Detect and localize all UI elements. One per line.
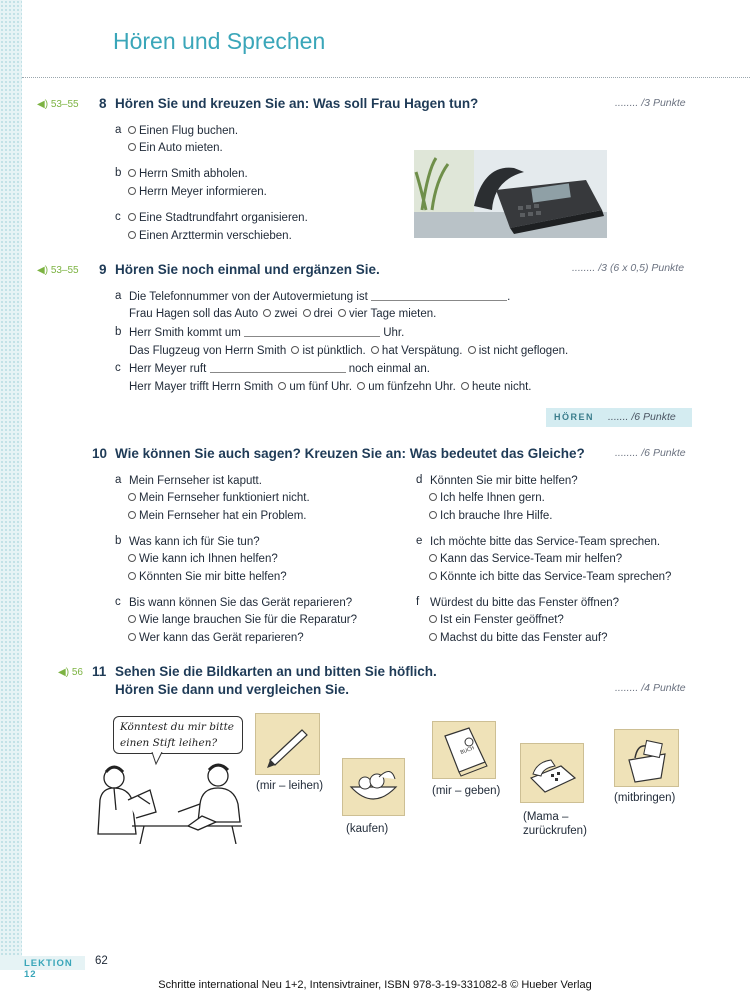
page-title: Hören und Sprechen [113, 28, 326, 54]
item-letter: a [115, 474, 122, 486]
option-text: Einen Arzttermin verschieben. [139, 230, 292, 242]
question-text: Bis wann können Sie das Gerät reparieren? [129, 597, 353, 609]
option-text: Wer kann das Gerät reparieren? [139, 632, 304, 644]
option[interactable] [126, 631, 304, 645]
option-text: Einen Flug buchen. [139, 125, 239, 137]
points-field[interactable] [615, 682, 686, 694]
radio-circle[interactable] [128, 554, 136, 562]
option-text: Eine Stadtrundfahrt organisieren. [139, 212, 308, 224]
sentence: Die Telefonnummer von der Autovermietung ist . [129, 291, 511, 303]
radio-circle[interactable] [371, 346, 379, 354]
picture-card-basket[interactable] [614, 729, 679, 787]
speaker-icon: ◀) [37, 99, 49, 110]
card-caption-line: zurückrufen) [523, 825, 587, 837]
radio-circle[interactable] [128, 511, 136, 519]
sentence [129, 362, 430, 376]
telephone-photo [414, 150, 607, 238]
book-icon [433, 722, 495, 778]
points-field[interactable] [615, 447, 686, 459]
audio-track-ex11[interactable] [58, 667, 83, 678]
telephone-icon [521, 744, 583, 802]
option-text: Ist ein Fenster geöffnet? [440, 614, 564, 626]
sentence [129, 326, 404, 340]
radio-circle[interactable] [468, 346, 476, 354]
points-field[interactable] [572, 262, 684, 274]
publisher-footer: Schritte international Neu 1+2, Intensivtrainer, ISBN 978-3-19-331082-8 © Hueber Verlag [158, 979, 592, 991]
picture-card-book[interactable] [432, 721, 496, 779]
points-blank: ........ [615, 682, 642, 694]
score-points[interactable]: ....... /6 Punkte [608, 411, 676, 423]
radio-circle[interactable] [128, 231, 136, 239]
option-text: Könnten Sie mir bitte helfen? [139, 571, 287, 583]
exercise-title: Hören Sie noch einmal und ergänzen Sie. [115, 262, 380, 277]
item-letter: b [115, 535, 122, 547]
points-label: /3 (6 x 0,5) Punkte [598, 262, 685, 274]
exercise-title: Hören Sie und kreuzen Sie an: Was soll Frau Hagen tun? [115, 96, 479, 111]
option[interactable] [126, 613, 357, 627]
exercise-title [115, 663, 437, 699]
option-text: Kann das Service-Team mir helfen? [440, 553, 623, 565]
sentence-text: Herr Mayer trifft Herrn Smith [129, 381, 274, 393]
question-text: Könnten Sie mir bitte helfen? [430, 475, 578, 487]
radio-circle[interactable] [461, 382, 469, 390]
option[interactable] [126, 552, 278, 566]
points-label: /4 Punkte [641, 682, 686, 694]
option-text: um fünf Uhr. [289, 381, 353, 393]
question-text: Ich möchte bitte das Service-Team sprechen. [430, 536, 661, 548]
exercise-title-line: Hören Sie dann und vergleichen Sie. [115, 682, 350, 697]
card-caption: (mir – leihen) [256, 780, 324, 792]
exercise-number: 9 [99, 262, 107, 277]
basket-icon [615, 730, 678, 786]
left-dotted-band [0, 0, 22, 960]
fruit-bowl-icon [343, 759, 404, 815]
option-text: Mein Fernseher hat ein Problem. [139, 510, 307, 522]
picture-card-telephone[interactable] [520, 743, 584, 803]
exercise-title-line: Sehen Sie die Bildkarten an und bitten Sie höflich. [115, 664, 437, 679]
option[interactable] [427, 613, 564, 627]
option[interactable] [126, 141, 223, 155]
option-text: ist nicht geflogen. [478, 345, 569, 357]
question-text: Was kann ich für Sie tun? [129, 536, 260, 548]
card-caption-line: (Mama – [523, 811, 569, 823]
radio-circle[interactable] [338, 309, 346, 317]
points-field[interactable] [615, 97, 686, 109]
points-blank: ........ [615, 447, 642, 459]
speaker-icon: ◀) [58, 667, 70, 678]
card-caption [523, 810, 587, 838]
radio-circle[interactable] [278, 382, 286, 390]
item-letter: a [115, 290, 122, 302]
item-letter: c [115, 362, 121, 374]
option-text: Wie kann ich Ihnen helfen? [139, 553, 278, 565]
radio-circle[interactable] [357, 382, 365, 390]
radio-circle[interactable] [291, 346, 299, 354]
item-letter: b [115, 326, 122, 338]
item-letter: e [416, 535, 423, 547]
option-text: Machst du bitte das Fenster auf? [440, 632, 608, 644]
picture-card-fruit-bowl[interactable] [342, 758, 405, 816]
item-letter: c [115, 211, 121, 223]
option[interactable] [126, 491, 310, 505]
book-cover-label: BUCH [459, 745, 476, 756]
option[interactable] [126, 185, 267, 199]
speaker-icon: ◀) [37, 265, 49, 276]
radio-circle[interactable] [128, 126, 136, 134]
sentence-text: Die Telefonnummer von der Autovermietung ist [129, 291, 368, 303]
option-text: drei [313, 308, 333, 320]
item-letter: c [115, 596, 121, 608]
sentence [129, 380, 532, 394]
question-text: Würdest du bitte das Fenster öffnen? [430, 597, 620, 609]
radio-circle[interactable] [128, 213, 136, 221]
option-text: um fünfzehn Uhr. [368, 381, 456, 393]
option-text: zwei [274, 308, 298, 320]
option-text: Wie lange brauchen Sie für die Reparatur? [139, 614, 357, 626]
option[interactable] [427, 631, 607, 645]
page-number: 62 [95, 955, 108, 967]
bubble-line: einen Stift leihen? [120, 737, 218, 749]
card-caption: (kaufen) [346, 823, 389, 835]
score-label: HÖREN [554, 412, 595, 422]
option[interactable] [126, 211, 308, 225]
audio-track-ex8[interactable] [37, 99, 79, 110]
option[interactable] [126, 229, 292, 243]
card-caption: (mir – geben) [432, 785, 501, 797]
option-text: ist pünktlich. [302, 345, 366, 357]
sentence-text: Frau Hagen soll das Auto [129, 308, 259, 320]
pen-icon [256, 714, 319, 774]
points-blank: ........ [572, 262, 599, 274]
option-text: Herrn Smith abholen. [139, 168, 248, 180]
points-label: /6 Punkte [641, 447, 686, 459]
radio-circle[interactable] [128, 187, 136, 195]
sentence-text: Das Flugzeug von Herrn Smith [129, 345, 287, 357]
points-label: /3 Punkte [641, 97, 686, 109]
radio-circle[interactable] [128, 169, 136, 177]
audio-track-label: 56 [71, 667, 83, 678]
radio-circle[interactable] [429, 572, 437, 580]
radio-circle[interactable] [128, 572, 136, 580]
radio-circle[interactable] [303, 309, 311, 317]
option-text: Könnte ich bitte das Service-Team sprechen? [440, 571, 672, 583]
option[interactable] [427, 491, 545, 505]
radio-circle[interactable] [429, 493, 437, 501]
two-people-illustration [92, 760, 252, 844]
option[interactable] [427, 570, 671, 584]
speech-bubble [113, 716, 243, 754]
item-letter: b [115, 167, 122, 179]
exercise-title: Wie können Sie auch sagen? Kreuzen Sie an: Was bedeutet das Gleiche? [115, 446, 585, 461]
title-divider [22, 77, 750, 78]
radio-circle[interactable] [128, 615, 136, 623]
option-text: Ich brauche Ihre Hilfe. [440, 510, 553, 522]
picture-card-pen[interactable] [255, 713, 320, 775]
radio-circle[interactable] [429, 615, 437, 623]
option-text: hat Verspätung. [381, 345, 463, 357]
sentence-text: Tage mieten. [370, 308, 437, 320]
option-text: vier [348, 308, 368, 320]
audio-track-ex9[interactable] [37, 265, 79, 276]
answer-blank[interactable] [210, 363, 346, 373]
hoeren-score-bar [546, 408, 692, 427]
option-text: Ein Auto mieten. [139, 142, 223, 154]
sentence-text: Uhr. [383, 327, 405, 339]
sentence-text: Herr Smith kommt um [129, 327, 241, 339]
option[interactable] [126, 167, 248, 181]
lesson-tag [0, 956, 85, 980]
radio-circle[interactable] [429, 554, 437, 562]
option-text: Mein Fernseher funktioniert nicht. [139, 492, 310, 504]
sentence [129, 307, 436, 321]
option-text: Herrn Meyer informieren. [139, 186, 267, 198]
radio-circle[interactable] [128, 493, 136, 501]
telephone-illustration [414, 150, 607, 238]
option-text: heute nicht. [472, 381, 532, 393]
exercise-number: 10 [92, 446, 108, 461]
question-text: Mein Fernseher ist kaputt. [129, 475, 262, 487]
sentence-text: noch einmal an. [348, 363, 430, 375]
option[interactable] [126, 570, 287, 584]
radio-circle[interactable] [429, 511, 437, 519]
points-blank: ........ [615, 97, 642, 109]
radio-circle[interactable] [263, 309, 271, 317]
answer-blank[interactable] [244, 327, 380, 337]
audio-track-label: 53–55 [50, 99, 79, 110]
option[interactable] [427, 509, 553, 523]
option[interactable] [427, 552, 622, 566]
score-points-label: /6 Punkte [631, 411, 676, 423]
radio-circle[interactable] [128, 143, 136, 151]
answer-blank[interactable] [371, 291, 507, 301]
lesson-label: LEKTION 12 [24, 958, 73, 980]
bubble-line: Könntest du mir bitte [120, 721, 235, 733]
item-letter: a [115, 124, 122, 136]
option-text: Ich helfe Ihnen gern. [440, 492, 545, 504]
item-letter: d [416, 474, 423, 486]
card-caption: (mitbringen) [614, 792, 676, 804]
sentence [129, 344, 568, 358]
exercise-number: 8 [99, 96, 107, 111]
option[interactable] [126, 124, 238, 138]
exercise-number: 11 [92, 664, 107, 679]
sentence-text: Herr Meyer ruft [129, 363, 207, 375]
radio-circle[interactable] [128, 633, 136, 641]
option[interactable] [126, 509, 306, 523]
audio-track-label: 53–55 [50, 265, 79, 276]
radio-circle[interactable] [429, 633, 437, 641]
item-letter: f [416, 596, 420, 608]
